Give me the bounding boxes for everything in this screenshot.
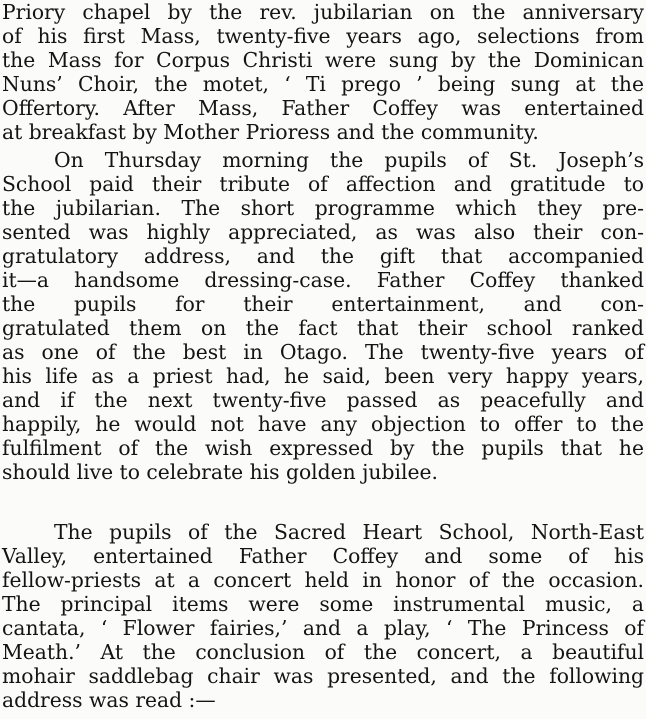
text-line: happily, he would not have any objection to offer to the xyxy=(2,412,644,436)
text-line: gratulated them on the fact that their school ranked xyxy=(2,316,644,340)
text-line: Meath.’ At the conclusion of the concert, a beautiful xyxy=(2,640,644,664)
text-line: the Mass for Corpus Christi were sung by the Dominican xyxy=(2,48,644,72)
text-line: Valley, entertained Father Coffey and some of his xyxy=(2,544,644,568)
text-line: should live to celebrate his golden jubilee. xyxy=(2,460,438,484)
text-line: his life as a priest had, he said, been very happy years, xyxy=(2,364,644,388)
text-line: of his first Mass, twenty-five years ago, selections from xyxy=(2,24,644,48)
text-line: address was read :— xyxy=(2,688,216,712)
text-line: the pupils for their entertainment, and con- xyxy=(2,292,644,316)
text-line: the jubilarian. The short programme which they pre- xyxy=(2,196,644,220)
text-line: fulfilment of the wish expressed by the pupils that he xyxy=(2,436,644,460)
text-line: On Thursday morning the pupils of St. Joseph’s xyxy=(54,148,644,172)
text-line: fellow-priests at a concert held in honor of the occasion. xyxy=(2,568,644,592)
text-line: sented was highly appreciated, as was also their con- xyxy=(2,220,644,244)
text-line: it—a handsome dressing-case. Father Coffey thanked xyxy=(2,268,644,292)
text-line: Nuns’ Choir, the motet, ‘ Ti prego ’ being sung at the xyxy=(2,72,644,96)
text-line: Offertory. After Mass, Father Coffey was entertained xyxy=(2,96,644,120)
text-line: Priory chapel by the rev. jubilarian on the anniversary xyxy=(2,0,644,24)
text-line: at breakfast by Mother Prioress and the community. xyxy=(2,120,539,144)
text-line: mohair saddlebag chair was presented, and the following xyxy=(2,664,644,688)
text-line: as one of the best in Otago. The twenty-five years of xyxy=(2,340,644,364)
text-line: The principal items were some instrumental music, a xyxy=(2,592,644,616)
text-line: gratulatory address, and the gift that accompanied xyxy=(2,244,644,268)
text-line: and if the next twenty-five passed as peacefully and xyxy=(2,388,644,412)
text-line: School paid their tribute of affection and gratitude to xyxy=(2,172,644,196)
text-line: cantata, ‘ Flower fairies,’ and a play, ‘ The Princess of xyxy=(2,616,644,640)
text-line: The pupils of the Sacred Heart School, North-East xyxy=(54,520,644,544)
